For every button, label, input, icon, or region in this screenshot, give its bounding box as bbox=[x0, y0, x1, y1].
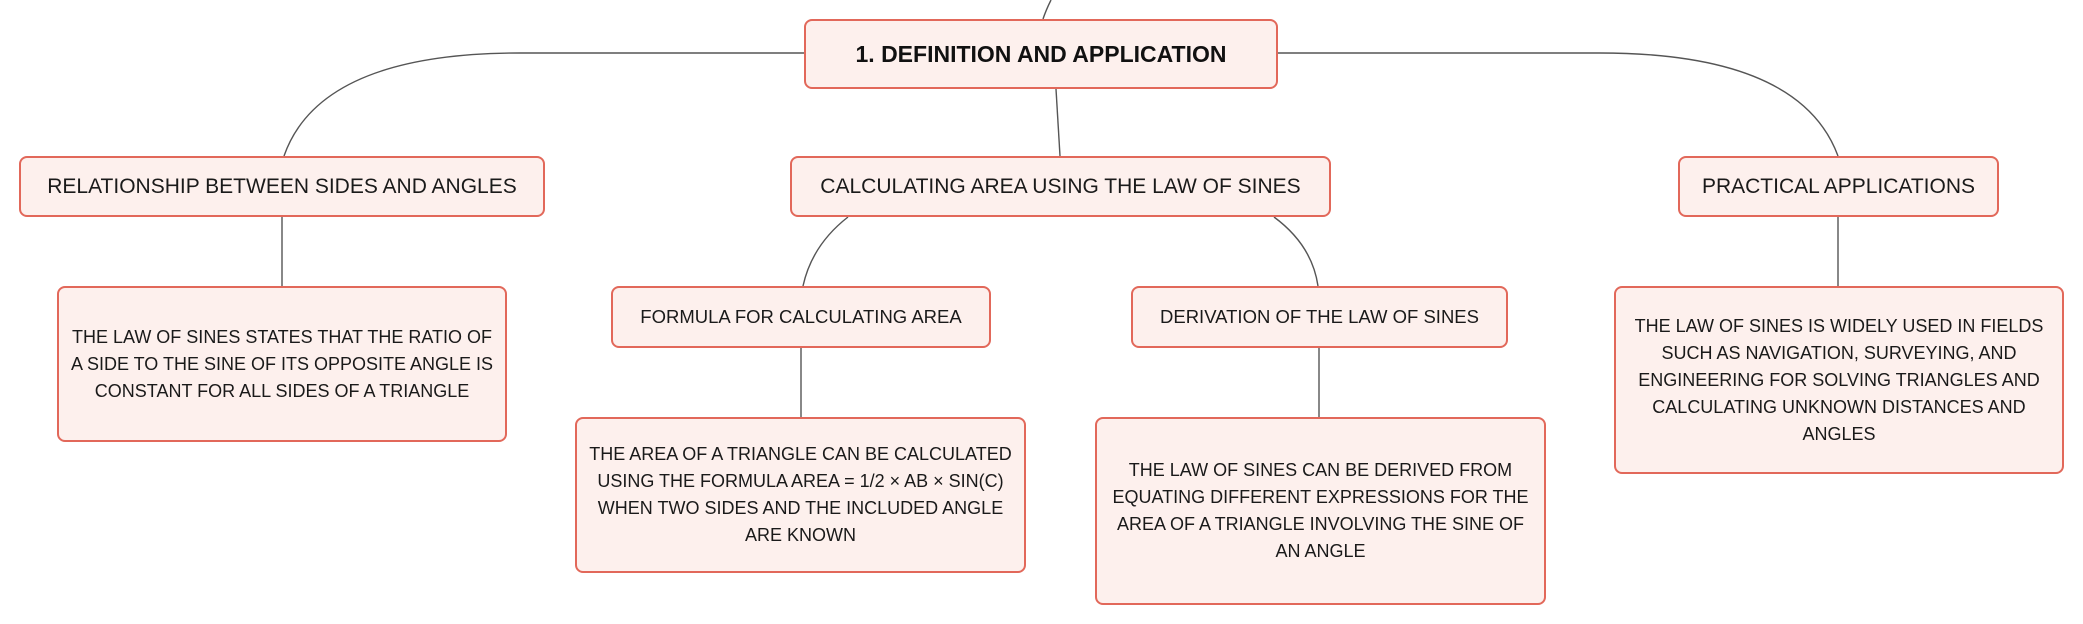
detail-relationship[interactable] bbox=[57, 286, 507, 442]
connector-area-to-formula bbox=[803, 217, 848, 286]
detail-text: THE LAW OF SINES IS WIDELY USED IN FIELDS SUCH AS NAVIGATION, SURVEYING, AND ENGINEERING FOR SOLVING TRIANGLES AND CALCULATING UNKNOWN DISTANCES AND ANGLES bbox=[1634, 315, 2044, 444]
connector-area-to-derivation bbox=[1274, 217, 1318, 286]
detail-formula[interactable] bbox=[575, 417, 1026, 573]
topic-label: CALCULATING AREA USING THE LAW OF SINES bbox=[820, 174, 1301, 198]
connector-root-to-practical bbox=[1278, 53, 1838, 156]
root-node-label: 1. DEFINITION AND APPLICATION bbox=[855, 40, 1227, 67]
subtopic-formula-area[interactable] bbox=[611, 286, 991, 348]
subtopic-derivation[interactable] bbox=[1131, 286, 1508, 348]
subtopic-label: DERIVATION OF THE LAW OF SINES bbox=[1160, 306, 1479, 327]
topic-label: PRACTICAL APPLICATIONS bbox=[1701, 174, 1976, 198]
detail-text: THE LAW OF SINES CAN BE DERIVED FROM EQUATING DIFFERENT EXPRESSIONS FOR THE AREA OF A TRIANGLE INVOLVING THE SINE OF AN ANGLE bbox=[1112, 460, 1529, 561]
topic-practical-applications[interactable] bbox=[1678, 156, 1999, 217]
topic-label: RELATIONSHIP BETWEEN SIDES AND ANGLES bbox=[47, 174, 517, 198]
connector-parent-to-root bbox=[1043, 0, 1051, 19]
topic-calculating-area[interactable] bbox=[790, 156, 1331, 217]
connector-root-to-relationship bbox=[284, 53, 804, 156]
connector-root-to-area bbox=[1056, 89, 1060, 156]
topic-relationship-sides-angles[interactable] bbox=[19, 156, 545, 217]
root-node[interactable] bbox=[804, 19, 1278, 89]
detail-text: THE AREA OF A TRIANGLE CAN BE CALCULATED USING THE FORMULA AREA = 1/2 × AB × SIN(C) WHEN TWO SIDES AND THE INCLUDED ANGLE ARE KNOWN bbox=[589, 444, 1012, 545]
subtopic-label: FORMULA FOR CALCULATING AREA bbox=[640, 306, 962, 327]
detail-derivation[interactable] bbox=[1095, 417, 1546, 605]
detail-text: THE LAW OF SINES STATES THAT THE RATIO OF A SIDE TO THE SINE OF ITS OPPOSITE ANGLE IS CONSTANT FOR ALL SIDES OF A TRIANGLE bbox=[70, 326, 494, 401]
detail-practical[interactable] bbox=[1614, 286, 2064, 474]
